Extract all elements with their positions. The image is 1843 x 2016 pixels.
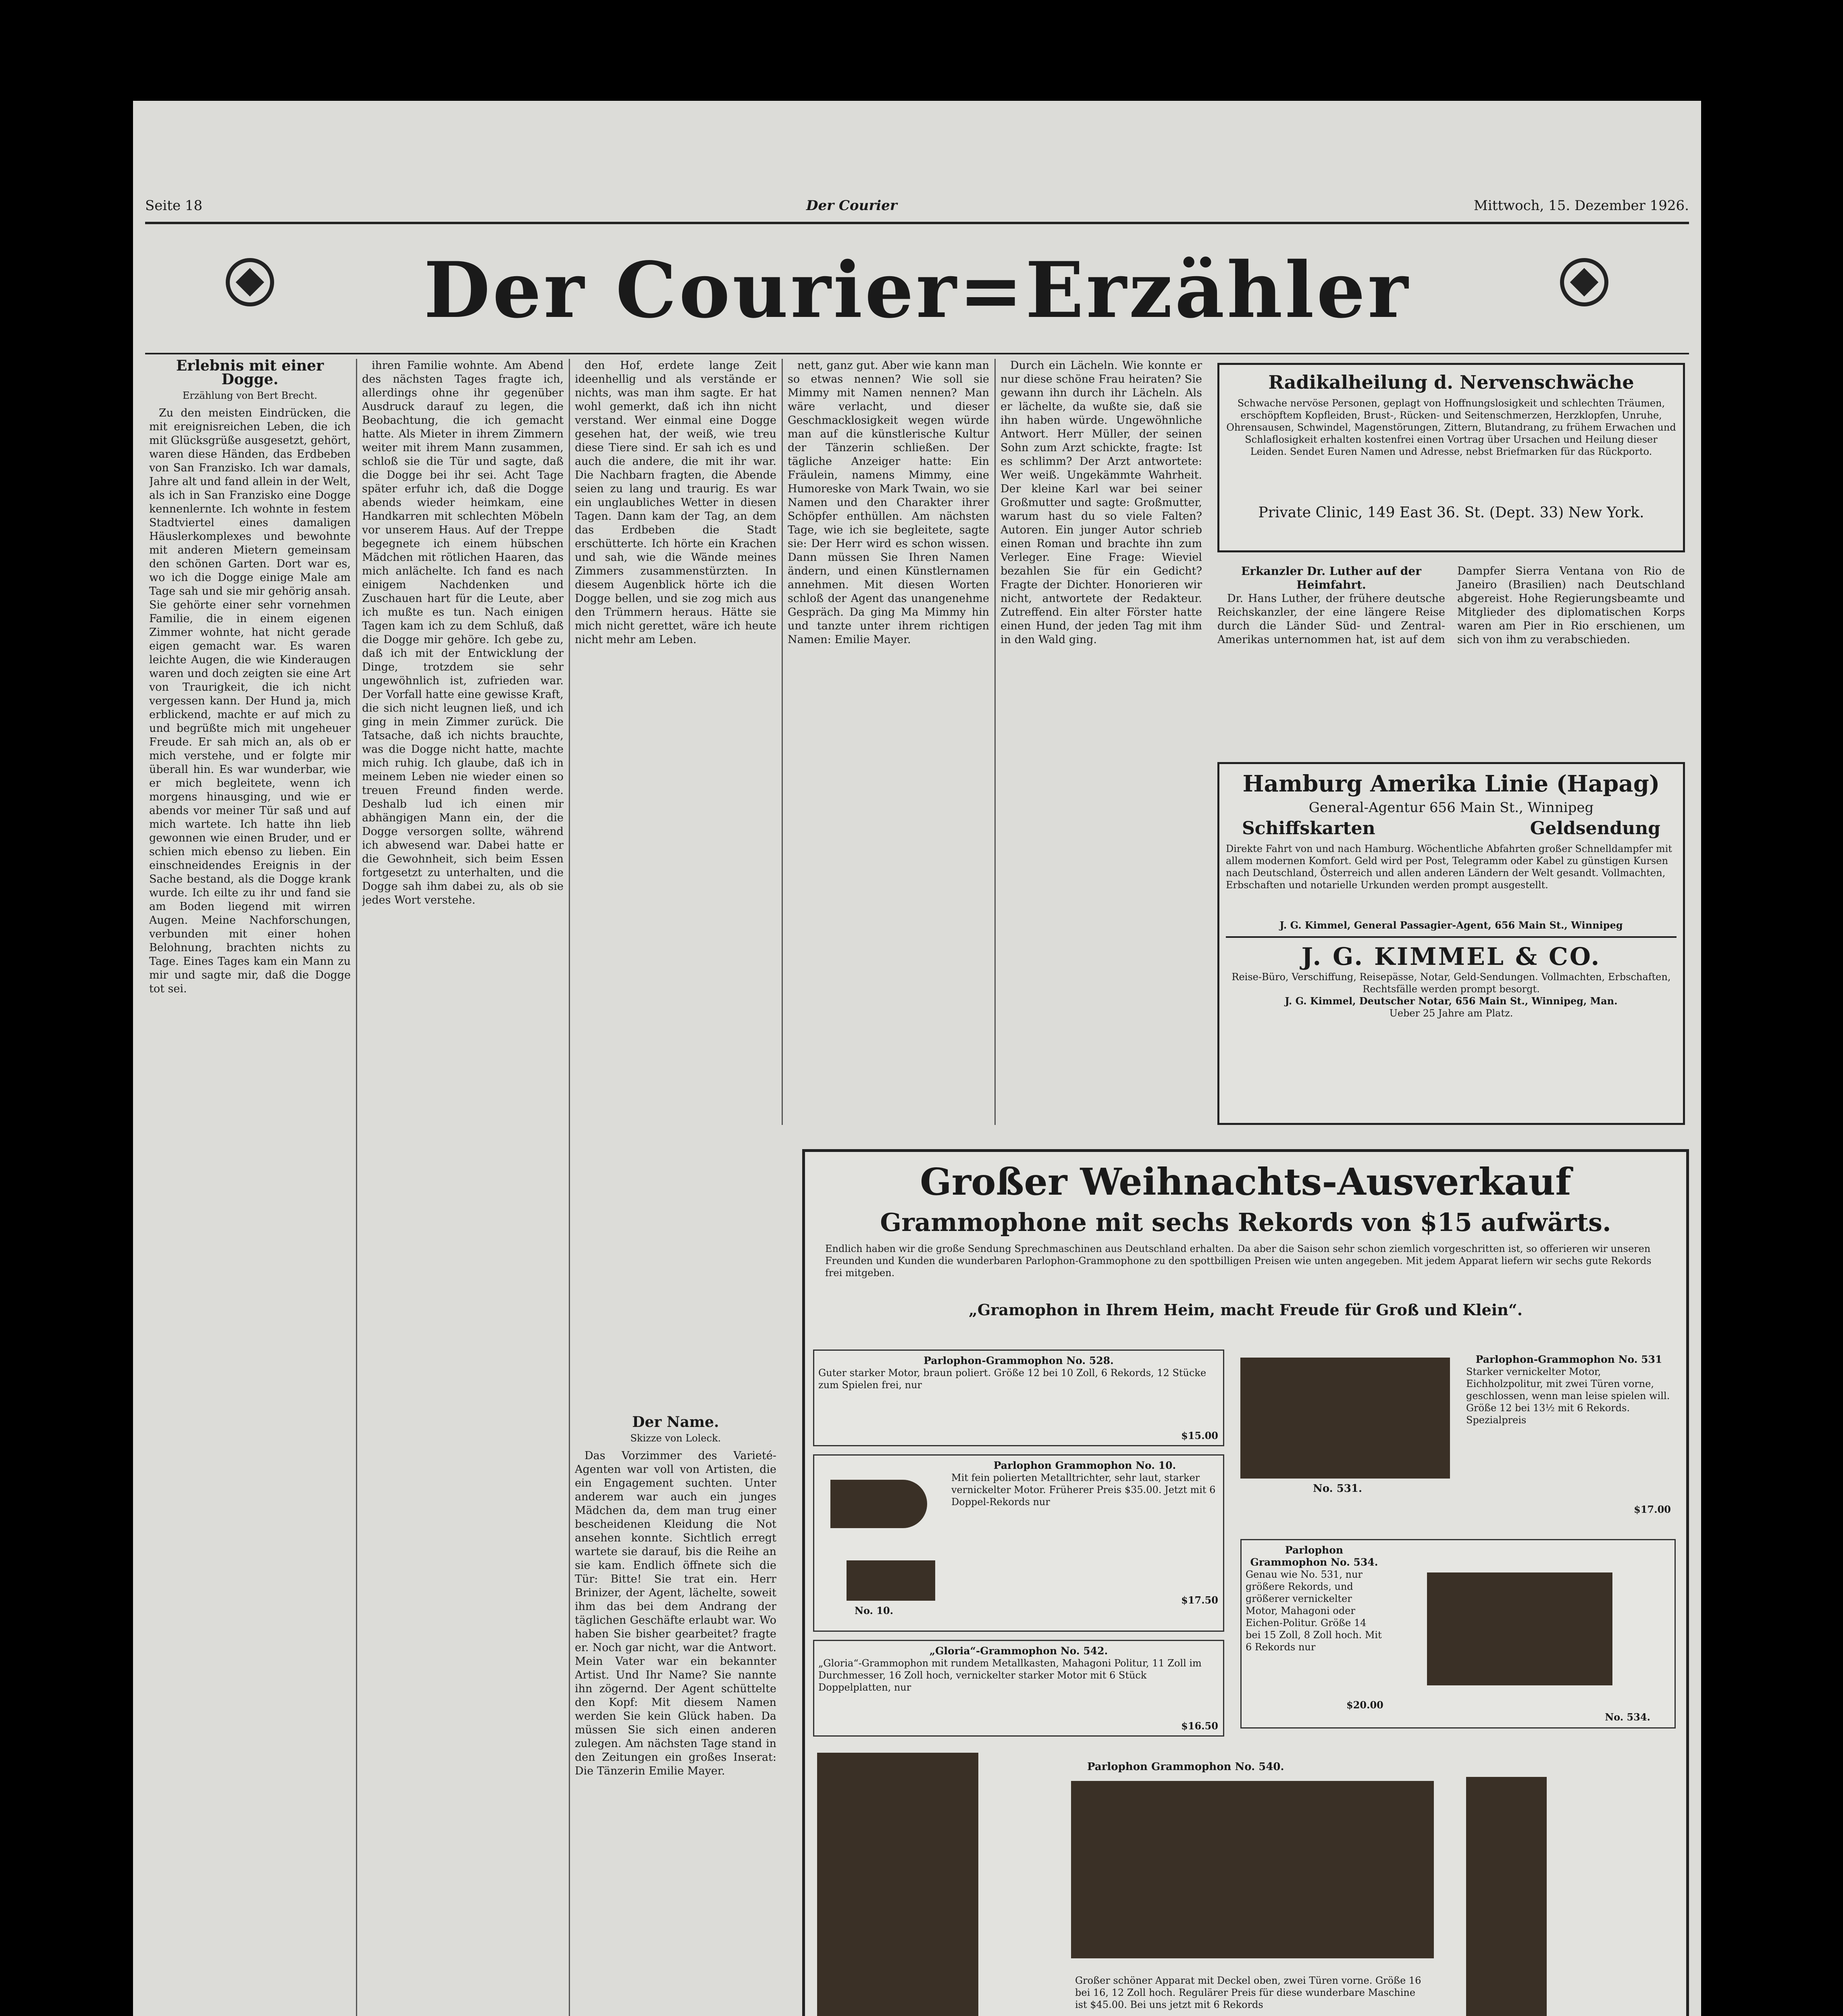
product-desc: Mit fein polierten Metalltrichter, sehr laut, starker vernickelter Motor. Früherer Preis $35.00. Jetzt mit 6 Doppel-Rekords nur [951, 1472, 1216, 1508]
product-price: $17.00 [1634, 1504, 1671, 1515]
product-price: $16.50 [1181, 1720, 1218, 1732]
columbia-cabinet-image [817, 1753, 978, 2016]
story-body: den Hof, erdete lange Zeit ideenhellig und als verstände er nichts, was man ihm sagte. Er hat wohl gemerkt, daß ich ihn nicht verstand. Wer einmal eine Dogge gesehen hat, der weiß, wie treu diese Tiere sind. Er sah ich es und auch die andere, die mit ihr war. Die Nachbarn fragten, die Abende seien zu lang und traurig. Es war ein unglaubliches Wetter in diesen Tagen. Dann kam der Tag, an dem das Erdbeben die Stadt erschütterte. Ich hörte ein Krachen und sah, wie die Wände meines Zimmers zusammenstürzten. In diesem Augenblick hörte ich die Dogge bellen, und sie zog mich aus den Trümmern heraus. Hätte sie mich nicht gerettet, wäre ich heute nicht mehr am Leben. [575, 359, 776, 646]
gramophone-base-image [847, 1560, 935, 1601]
horn-gramophone-image [830, 1480, 927, 1528]
column-divider [569, 359, 570, 2016]
product-531 [1462, 1350, 1676, 1519]
story-subtitle: Skizze von Loleck. [630, 1433, 721, 1444]
story-body: nett, ganz gut. Aber wie kann man so etwas nennen? Wie soll sie Mimmy mit Namen nennen? Man wäre verlacht, und dieser Geschmacklosigkeit wegen würde man auf die künstlerische Kultur der Tänzerin schließen. Der tägliche Anzeiger hatte: Ein Fräulein, namens Mimmy, eine Humoreske von Mark Twain, wo sie Namen und den Charakter ihrer Schöpfer enthüllen. Am nächsten Tage, wie ich sie begleitete, sagte sie: Der Herr wird es schon wissen. Dann müssen Sie Ihren Namen ändern, und einen Künstlernamen annehmen. Mit diesen Worten schloß der Agent das unangenehme Gespräch. Da ging Ma Mimmy hin und tanzte unter ihrem richtigen Namen: Emilie Mayer. [788, 359, 989, 646]
product-name: Parlophon Grammophon No. 10. [993, 1460, 1176, 1471]
product-desc: Genau wie No. 531, nur größere Rekords, und größerer vernickelter Motor, Mahagoni oder Eichen-Politur. Größe 14 bei 15 Zoll, 8 Zoll hoch. Mit 6 Rekords nur [1246, 1569, 1382, 1653]
story-column-1 [149, 359, 351, 2016]
ad-headline: Großer Weihnachts-Ausverkauf [920, 1160, 1571, 1204]
story-title: Der Name. [632, 1414, 719, 1431]
page-number: Seite 18 [145, 198, 203, 214]
masthead-title: Der Courier=Erzähler [424, 245, 1410, 335]
ad-firm-agent: J. G. Kimmel, Deutscher Notar, 656 Main St., Winnipeg, Man. [1285, 995, 1618, 1007]
story-column-4 [788, 359, 989, 1121]
ad-slogan: „Gramophon in Ihrem Heim, macht Freude für Groß und Klein“. [969, 1301, 1523, 1319]
product-528 [813, 1350, 1224, 1446]
right-ornament-icon [1560, 258, 1608, 306]
story-column-5 [1001, 359, 1202, 1121]
ad-title: Hamburg Amerika Linie (Hapag) [1242, 771, 1660, 797]
ad-intro: Endlich haben wir die große Sendung Sprechmaschinen aus Deutschland erhalten. Da aber die Saison sehr schon ziemlich vorgeschritten ist, so offerieren wir unseren Freunden und Kunden die wunderbaren Parlophon-Grammophone zu den spottbilligen Preisen wie unten angegeben. Mit jedem Apparat liefern wir sechs gute Rekords frei mitgeben. [825, 1243, 1652, 1279]
figure-label: No. 531. [1313, 1483, 1362, 1495]
ad-grammophon [802, 1149, 1689, 2016]
ad-agency: General-Agentur 656 Main St., Winnipeg [1308, 800, 1594, 816]
story-body: ihren Familie wohnte. Am Abend des nächsten Tages fragte ich, allerdings ohne ihr gegenüber Ausdruck darauf zu legen, die Beobachtung, die ich gemacht hatte. Als Mieter in ihrem Zimmern weiter mit ihrem Mann zusammen, schloß sie die Tür und sagte, daß die Dogge bei ihr sei. Acht Tage später erfuhr ich, daß die Dogge abends wieder heimkam, eine Handkarren mit schlechten Möbeln vor unserem Haus. Auf der Treppe begegnete ich einem hübschen Mädchen mit rötlichen Haaren, das mich anlächelte. Ich fand es nach einigem Nachdenken und Zuschauen hart für die Leute, aber ich mußte es tun. Nach einigen Tagen kam ich zu dem Schluß, daß die Dogge mir gehöre. Ich gebe zu, daß ich mit der Entwicklung der Dinge, trotzdem sie sehr ungewöhnlich ist, zufrieden war. Der Vorfall hatte eine gewisse Kraft, die sich nicht leugnen ließ, und ich ging in mein Zimmer zurück. Die Tatsache, daß ich nichts brauchte, was die Dogge nicht hatte, machte mich ruhig. Ich glaube, daß ich in meinem Leben nie wieder einen so treuen Freund finden werde. Deshalb lud ich einen mir abhängigen Mann ein, der die Dogge versorgen sollte, während ich abwesend war. Dabei hatte er die Gewohnheit, sich beim Essen fortgesetzt zu unterhalten, und die Dogge sah ihm dabei zu, als ob sie jedes Wort verstehe. [362, 359, 564, 906]
column-divider [782, 359, 783, 1125]
product-price: $20.00 [1346, 1699, 1383, 1711]
product-534 [1240, 1539, 1676, 1729]
product-540 [1071, 1970, 1434, 2016]
table-gramophone-534-image [1427, 1572, 1612, 1685]
news-title: Erkanzler Dr. Luther auf der Heimfahrt. [1241, 564, 1421, 591]
ad-body: Direkte Fahrt von und nach Hamburg. Wöchentliche Abfahrten großer Schnelldampfer mit allem modernen Komfort. Geld wird per Post, Telegramm oder Kabel zu günstigen Kursen nach Deutschland, Österreich und allen anderen Ländern der Welt gesandt. Vollmachten, Erbschaften und notarielle Urkunden werden prompt ausgestellt. [1226, 843, 1672, 891]
ad-address: Private Clinic, 149 East 36. St. (Dept. 33) New York. [1258, 504, 1644, 521]
page-header [145, 198, 1689, 222]
ad-title: Radikalheilung d. Nervenschwäche [1268, 371, 1634, 393]
brunswick-cabinet-image [1466, 1777, 1547, 2016]
header-rule [145, 222, 1689, 224]
ad-left-head: Schiffskarten [1242, 818, 1375, 839]
newspaper-page [133, 101, 1701, 2016]
ad-heads [1226, 818, 1677, 839]
ad-right-head: Geldsendung [1530, 818, 1660, 839]
story-body: Zu den meisten Eindrücken, die mit ereignisreichen Leben, die ich mit Glücksgrüße ausgesetzt, gehört, waren diese Händen, das Erdbeben von San Franzisko. Ich war damals, Jahre alt und fand allein in der Welt, als ich in San Franzisko eine Dogge kennenlernte. Ich wohnte in festem Stadtviertel eines damaligen Häuslerkomplexes und bewohnte mit anderen Mietern gemeinsam den schönen Garten. Dort war es, wo ich die Dogge einige Male am Tage sah und sie mir gehörig ansah. Sie gehörte einer sehr vornehmen Familie, die in einem eigenen Zimmer wohnte, hat nicht gerade eigen gemacht war. Es waren leichte Augen, die wie Kinderaugen waren und doch zeigten sie eine Art von Traurigkeit, die ich nicht vergessen kann. Der Hund ja, mich erblickend, machte er auf mich zu und begrüßte mich mit ungeheuer Freude. Er sah mich an, als ob er mich verstehe, und er folgte mir überall hin. Es war wunderbar, wie er mich begleitete, wenn ich morgens hinausging, und wie er abends vor meiner Tür saß und auf mich wartete. Ich hatte ihn lieb gewonnen wie einen Bruder, und er schien mich ebenso zu lieben. Ein einschneidendes Ereignis in der Sache bestand, als die Dogge krank wurde. Ich eilte zu ihr und fand sie am Boden liegend mit wirren Augen. Meine Nachforschungen, verbunden mit einer hohen Belohnung, brachten nichts zu Tage. Eines Tages kam ein Mann zu mir und sagte mir, daß die Dogge tot sei. [149, 407, 351, 995]
masthead-rule [145, 353, 1689, 354]
product-desc: Guter starker Motor, braun poliert. Größe 12 bei 10 Zoll, 6 Rekords, 12 Stücke zum Spielen frei, nur [818, 1367, 1206, 1391]
product-desc: Starker vernickelter Motor, Eichholzpolitur, mit zwei Türen vorne, geschlossen, wenn man leise spielen will. Größe 12 bei 13½ mit 6 Rekords. Spezialpreis [1466, 1366, 1670, 1426]
product-desc: „Gloria“-Grammophon mit rundem Metallkasten, Mahagoni Politur, 11 Zoll im Durchmesser, 16 Zoll hoch, vernickelter starker Motor mit 6 Stück Doppelplatten, nur [818, 1658, 1202, 1693]
product-name: „Gloria“-Grammophon No. 542. [929, 1645, 1108, 1657]
product-542 [813, 1640, 1224, 1737]
product-desc: Großer schöner Apparat mit Deckel oben, zwei Türen vorne. Größe 16 bei 16, 12 Zoll hoch. Regulärer Preis für diese wunderbare Maschine ist $45.00. Bei uns jetzt mit 6 Rekords [1075, 1975, 1421, 2010]
column-divider [994, 359, 996, 1125]
news-body: Dr. Hans Luther, der frühere deutsche Reichskanzler, der eine längere Reise durch die Länder Süd- und Zentral-Amerikas unternommen hat, ist auf dem Dampfer Sierra Ventana von Rio de Janeiro (Brasilien) nach Deutschland abgereist. Hohe Regierungsbeamte und Mitglieder des diplomatischen Korps waren am Pier in Rio erschienen, um sich von ihm zu verabschieden. [1217, 565, 1685, 646]
product-name: Parlophon Grammophon No. 534. [1250, 1544, 1378, 1568]
cabinet-gramophone-531-image [1240, 1358, 1450, 1479]
ad-firm: J. G. KIMMEL & CO. [1301, 943, 1601, 971]
ad-nervenschwaeche [1217, 363, 1685, 552]
column-divider [356, 359, 357, 2016]
story-body: Durch ein Lächeln. Wie konnte er nur diese schöne Frau heiraten? Sie gewann ihn durch ihr Lächeln. Als er lächelte, da wußte sie, daß sie ihn haben würde. Ungewöhnliche Antwort. Herr Müller, der seinen Sohn zum Arzt schickte, fragte: Ist es schlimm? Der Arzt antwortete: Wer weiß. Ungekämmte Wahrheit. Der kleine Karl war bei seiner Großmutter und sagte: Großmutter, warum hast du so viele Falten? Autoren. Ein junger Autor schrieb einen Roman und brachte ihn zum Verleger. Eine Frage: Wieviel bezahlen Sie für ein Gedicht? Fragte der Dichter. Honorieren wir nicht, antwortete der Redakteur. Zutreffend. Ein alter Förster hatte einen Hund, der jeden Tag mit ihm in den Wald ging. [1001, 359, 1202, 646]
story-body: Das Vorzimmer des Varieté-Agenten war voll von Artisten, die ein Engagement suchten. Unter anderem war auch ein junges Mädchen da, dem man trug einer bescheidenen Kleidung die Not ansehen konnte. Sichtlich erregt wartete sie darauf, bis die Reihe an sie kam. Endlich öffnete sich die Tür: Bitte! Sie trat ein. Herr Brinizer, der Agent, lächelte, soweit ihm das bei dem Andrang der täglichen Geschäfte erlaubt war. Wo haben Sie bisher gearbeitet? fragte er. Noch gar nicht, war die Antwort. Mein Vater war ein bekannter Artist. Und Ihr Name? Sie nannte ihn zögernd. Der Agent schüttelte den Kopf: Mit diesem Namen werden Sie kein Glück haben. Da müssen Sie sich einen anderen zulegen. Am nächsten Tage stand in den Zeitungen ein großes Inserat: Die Tänzerin Emilie Mayer. [575, 1450, 776, 1777]
story-column-3 [575, 359, 776, 2016]
ad-firm-body: Reise-Büro, Verschiffung, Reisepässe, Notar, Geld-Sendungen. Vollmachten, Erbschaften, Rechtsfälle werden prompt besorgt. [1231, 971, 1671, 995]
paper-name: Der Courier [806, 198, 897, 214]
ad-firm-note: Ueber 25 Jahre am Platz. [1389, 1008, 1513, 1019]
ad-body: Schwache nervöse Personen, geplagt von Hoffnungslosigkeit und schlechten Träumen, erschöpftem Kopfleiden, Brust-, Rücken- und Seitenschmerzen, Herzklopfen, Unruhe, Ohrensausen, Schwindel, Magenstörungen, Zittern, Blutandrang, zu frühem Erwachen und Schlaflosigkeit erhalten kostenfrei einen Vortrag über Ursachen und Heilung dieser Leiden. Sendet Euren Namen und Adresse, nebst Briefmarken für das Rückporto. [1226, 398, 1676, 457]
news-luther [1217, 564, 1685, 742]
gramophone-540-image [1071, 1781, 1434, 1958]
ad-agent: J. G. Kimmel, General Passagier-Agent, 656 Main St., Winnipeg [1279, 919, 1623, 931]
figure-label: No. 534. [1605, 1711, 1650, 1723]
product-name: Parlophon Grammophon No. 540. [1087, 1761, 1284, 1773]
story-byline: Erzählung von Bert Brecht. [182, 390, 318, 401]
product-price: $17.50 [1181, 1594, 1218, 1606]
ad-subhead: Grammophone mit sechs Rekords von $15 aufwärts. [880, 1208, 1611, 1237]
ad-hamburg-amerika [1217, 762, 1685, 1125]
product-price: $15.00 [1181, 1430, 1218, 1441]
figure-label: No. 10. [855, 1605, 893, 1616]
story-column-2 [362, 359, 564, 2016]
issue-date: Mittwoch, 15. Dezember 1926. [1474, 198, 1689, 214]
story-title: Erlebnis mit einer Dogge. [176, 359, 324, 388]
product-name: Parlophon-Grammophon No. 528. [924, 1355, 1114, 1366]
product-name: Parlophon-Grammophon No. 531 [1475, 1354, 1662, 1365]
product-10 [813, 1454, 1224, 1632]
